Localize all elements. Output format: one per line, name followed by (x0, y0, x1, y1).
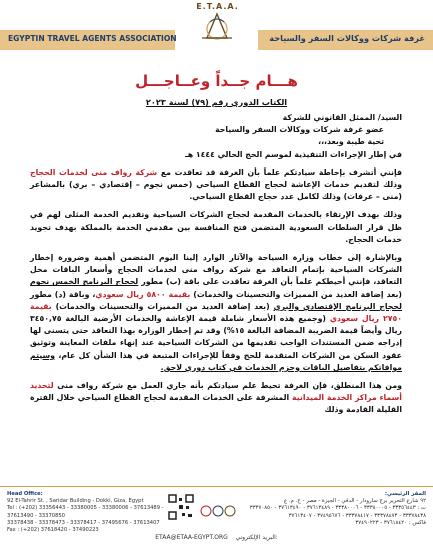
greeting-line1: السيد/ الممثل القانوني للشركة (282, 113, 402, 122)
package-d-target: لحجاج البرنامج الإقتصادي والبري (273, 301, 402, 311)
logo-emblem-icon (180, 2, 255, 52)
association-name-ar: غرفة شركات ووكالات السفر والسياحة (269, 33, 425, 43)
certification-marks-icon (200, 504, 236, 518)
paragraph-contract: فإنني أتشرف بإحاطة سيادتكم علماً بأن الغرفة قد تعاقدت مع شركة رواف منى لخدمات الحجاج وذلك لتقديم خدمات الإعاشة لحجاج القطاع السياحي (خمس نجوم – إقتصادي – بري) بالمشاعر (منى – عرفات) وذلك لكامل عدد حجاج القطاع السياحي. (30, 167, 402, 202)
package-details-note: وسيتم موافاتكم بتفاصيل الباقات وحزم الخدمات في كتاب دوري لاحق. (30, 350, 402, 372)
paragraph-service-centers: ومن هذا المنطلق، فإن الغرفة تحيط علم سيادتكم بأنه جاري العمل مع شركة رواف منى لتحديد أسماء مراكز الخدمة الميدانية المشرفة على الخدمات المقدمة لحجاج القطاع السياحي خلال الفترة القليلة القادمة وذلك (30, 381, 402, 415)
paragraph-purpose: وذلك بهدف الإرتقاء بالخدمات المقدمة لحجاج الشركات السياحية وتقديم الخدمة المثلى لهم في ظل قرار السلطات السعودية المتضمن فتح المنافسة بين مقدمي الخدمة بالمملكة بهدف تجويد خدمات الحجاج. (30, 210, 402, 244)
footer-address-en: Head Office: 92 El-Tahrir St. , Saridar Building - Dokki, Giza, Egypt Tel : (+202) 33356443 - 33380005 - 33380006 - 37613489 - 37613490 - 33370850 33378438 - 33378473 - 33378417 - 37495676 - 37613407 Fax : (+202) 37618420 - 37490223 (7, 491, 164, 534)
footer-email-label-ar: البريد الإلكتروني: (235, 534, 278, 541)
letterhead-band-right (258, 30, 433, 50)
footer-email-row (0, 534, 433, 541)
urgent-title: هـــام جــداً وعــاجـــل (135, 72, 298, 90)
association-name-en: EGYPTIN TRAVEL AGENTS ASSOCIATION (8, 34, 177, 43)
paragraph-packages: وبالإشارة إلى خطاب وزارة السياحة والآثار الوارد إلينا اليوم المتضمن أهمية وضرورة إخطار الشركات السياحية بإتمام التعاقد مع شركة رواف منى لخدمات الحجاج وأسعار الباقات محل التعاقد، فإنني أحيطكم علماً بأن الغرفة تعاقدت على باقة (ب) مطور لحجاج البرنامج الخمس نجوم (بعد إضافة العديد من المميزات والتحسينات والخدمات) بقيمة ٥٨٠٠ ريال سعودي، وباقة (د) مطور لحجاج البرنامج الإقتصادي والبري (بعد إضافة العديد من المميزات والتحسينات والخدمات) بقيمة ٢٧٥٠ ريال سعودي (وجميع هذه الأسعار شاملة قيمة الإعاشة والخدمات الأرضية البالغة ٣٤٥٠,٧٥ ريال وأيضاً قيمة الضريبة المضافة البالغة ١٥%) وقد تم إخطار الوزارة بهذا التعاقد حتى يتسنى لها إدراجه ضمن المستندات الواجب تقديمها من الشركات السياحية عند إنهاء ملفات المعاينة وتوثيق عقود السكن من الشركات المتقدمة للحج وفقاً للإجراءات المتبعة في هذا الشأن كل عام، وسيتم موافاتكم بتفاصيل الباقات وحزم الخدمات في كتاب دوري لاحق. (30, 253, 402, 372)
logo-text: E.T.A.A. (196, 2, 239, 11)
greeting-line2: عضو غرفة شركات ووكالات السفر والسياحة (215, 125, 384, 135)
letter-body (30, 112, 402, 417)
package-b-price: بقيمة ٥٨٠٠ ريال سعودي (95, 289, 191, 299)
footer-divider (0, 486, 433, 487)
service-centers-highlight: لتحديد أسماء مراكز الخدمة الميدانية (30, 381, 402, 403)
paragraph-intro: في إطار الإجراءات التنفيذية لموسم الحج الحالي ١٤٤٤ هـ (185, 149, 402, 159)
circular-number: الكتاب الدوري رقم (٧٩) لسنة ٢٠٢٣ (145, 97, 288, 107)
package-b-target: لحجاج البرنامج الخمس نجوم (30, 277, 139, 287)
qr-code-icon (168, 494, 194, 520)
letterhead-band-left (0, 30, 175, 50)
package-d-price: بقيمة ٢٧٥٠ ريال سعودي (30, 301, 402, 324)
company-name: شركة رواف منى لخدمات الحجاج (30, 167, 158, 177)
letter-footer (0, 486, 433, 560)
footer-email: ETAA@ETAA-EGYPT.ORG (155, 534, 228, 541)
footer-address-ar: المقر الرئيسي: ٩٢ شارع التحرير برج سارودار - الدقي - الجيزة - مصر - ج. م. ع ت : ٣٣٣٥٦٤٤٣ - ٣٣٣٨٠٠٠٥ - ٣٣٣٨٠٠٠٦ - ٣٧٦١٣٤٨٩ - ٣٧٦١٣٤٩٠ - ٣٣٣٧٠٨٥٠ ٣٣٣٧٨٤٣٨ - ٣٣٣٧٨٤٧٣ - ٣٣٣٧٨٤١٧ - ٣٧٤٩٥٦٧٦ - ٣٧٦١٣٤٠٧ فاكس : ٣٧٦١٨٤٢٠ - ٣٧٤٩٠٢٢٣ (249, 491, 426, 526)
etaa-logo (180, 2, 255, 52)
greeting-line3: تحية طيبة وبعد،،، (318, 137, 384, 147)
